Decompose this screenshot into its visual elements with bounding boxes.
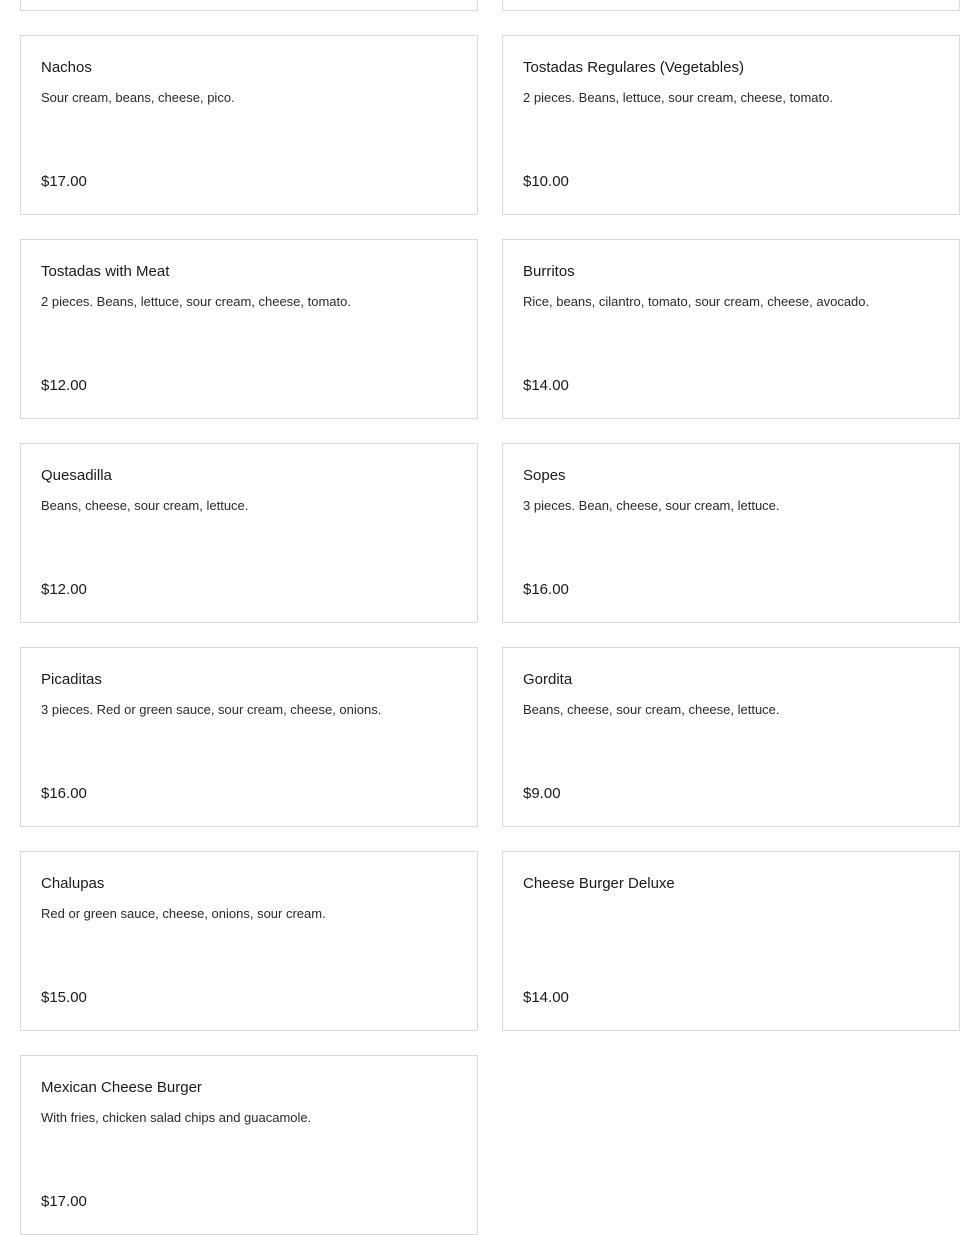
menu-item-price: $9.00 (523, 785, 561, 802)
menu-item-price: $17.00 (41, 1193, 87, 1210)
menu-item-price: $12.00 (41, 377, 87, 394)
menu-item-description: 2 pieces. Beans, lettuce, sour cream, cheese, tomato. (41, 294, 351, 309)
menu-item-name: Nachos (41, 59, 92, 76)
menu-item-name: Cheese Burger Deluxe (523, 875, 675, 892)
menu-item-card-quesadilla[interactable] (20, 443, 478, 623)
menu-item-description: Sour cream, beans, cheese, pico. (41, 90, 235, 105)
menu-item-description: Rice, beans, cilantro, tomato, sour cream, cheese, avocado. (523, 294, 870, 309)
menu-item-description: 3 pieces. Red or green sauce, sour cream, cheese, onions. (41, 702, 382, 717)
menu-item-name: Tostadas with Meat (41, 263, 170, 280)
menu-item-card-picaditas[interactable] (20, 647, 478, 827)
menu-item-card-mexican-cheese-burger[interactable] (20, 1055, 478, 1235)
menu-item-card[interactable] (502, 0, 960, 11)
menu-item-name: Burritos (523, 263, 575, 280)
menu-item-price: $15.00 (41, 989, 87, 1006)
menu-item-card-sopes[interactable] (502, 443, 960, 623)
menu-item-card-tostadas-regulares[interactable] (502, 35, 960, 215)
menu-grid (20, 0, 960, 1235)
menu-item-description: 2 pieces. Beans, lettuce, sour cream, cheese, tomato. (523, 90, 833, 105)
menu-item-description: 3 pieces. Bean, cheese, sour cream, lettuce. (523, 498, 780, 513)
menu-item-price: $10.00 (523, 173, 569, 190)
menu-item-card-gordita[interactable] (502, 647, 960, 827)
menu-item-name: Chalupas (41, 875, 105, 892)
menu-item-price: $16.00 (41, 785, 87, 802)
menu-item-name: Quesadilla (41, 467, 112, 484)
menu-item-name: Mexican Cheese Burger (41, 1079, 202, 1096)
menu-item-card-burritos[interactable] (502, 239, 960, 419)
menu-item-description: Beans, cheese, sour cream, cheese, lettuce. (523, 702, 780, 717)
menu-item-card[interactable] (20, 0, 478, 11)
menu-item-price: $12.00 (41, 581, 87, 598)
menu-item-name: Picaditas (41, 671, 102, 688)
menu-item-card-cheese-burger-deluxe[interactable] (502, 851, 960, 1031)
menu-item-description: Beans, cheese, sour cream, lettuce. (41, 498, 249, 513)
menu-item-name: Sopes (523, 467, 566, 484)
menu-item-name: Gordita (523, 671, 573, 688)
menu-item-card-chalupas[interactable] (20, 851, 478, 1031)
menu-item-name: Tostadas Regulares (Vegetables) (523, 59, 744, 76)
menu-item-description: Red or green sauce, cheese, onions, sour cream. (41, 906, 326, 921)
menu-item-description: With fries, chicken salad chips and guacamole. (41, 1110, 312, 1125)
menu-item-card-tostadas-with-meat[interactable] (20, 239, 478, 419)
menu-item-price: $14.00 (523, 377, 569, 394)
menu-item-price: $14.00 (523, 989, 569, 1006)
menu-item-price: $16.00 (523, 581, 569, 598)
menu-item-card-nachos[interactable] (20, 35, 478, 215)
menu-item-price: $17.00 (41, 173, 87, 190)
